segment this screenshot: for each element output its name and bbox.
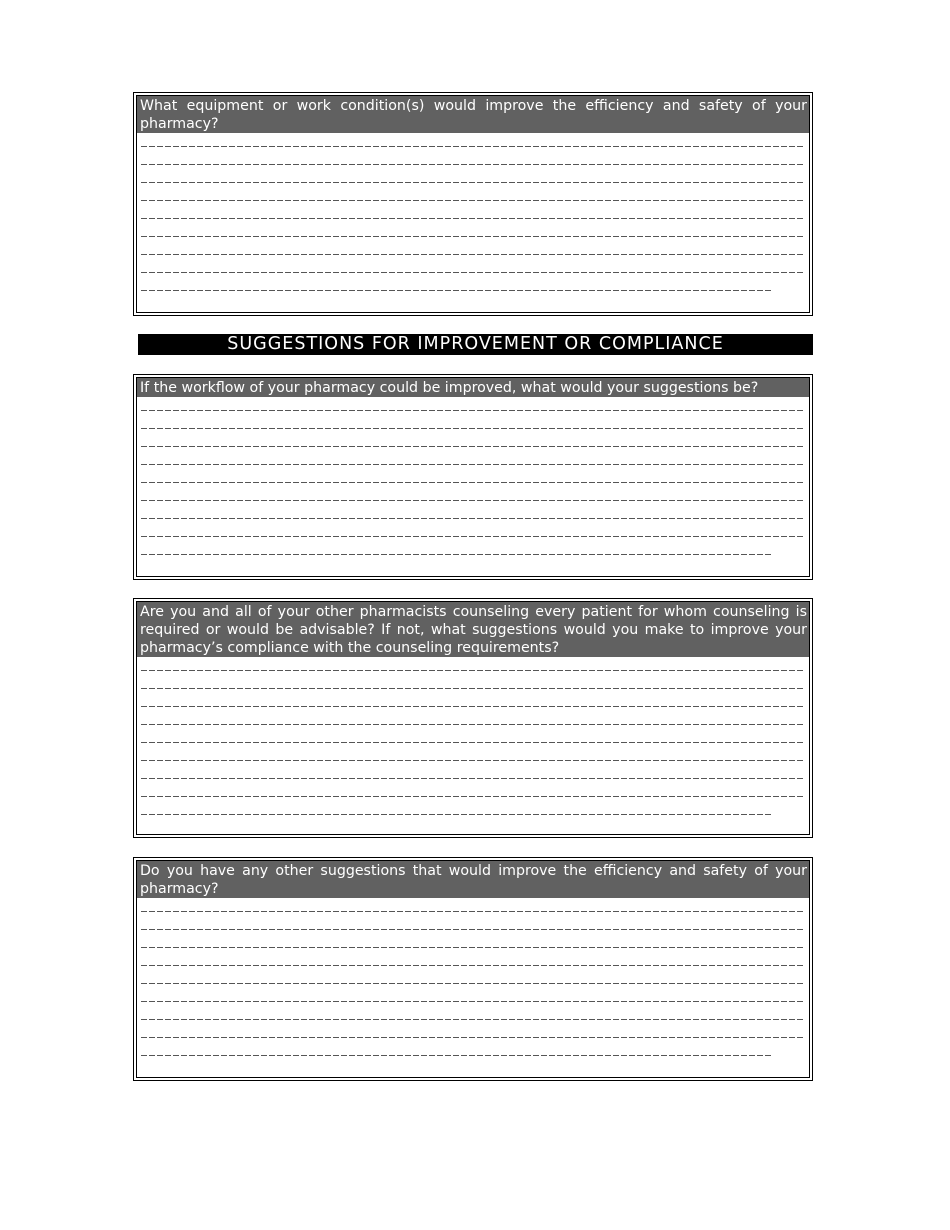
answer-line[interactable]: [140, 227, 809, 245]
question-text: What equipment or work condition(s) would improve the efficiency and safety of your pharmacy?: [137, 96, 809, 133]
question-box-other-suggestions: [133, 857, 813, 1081]
answer-line[interactable]: [140, 545, 809, 563]
question-box-workflow: [133, 374, 813, 580]
answer-line[interactable]: [140, 401, 809, 419]
answer-lines[interactable]: [137, 397, 809, 563]
answer-line[interactable]: [140, 437, 809, 455]
answer-line[interactable]: [140, 527, 809, 545]
question-box-counseling: [133, 598, 813, 838]
answer-line[interactable]: [140, 733, 809, 751]
answer-line[interactable]: [140, 974, 809, 992]
answer-line[interactable]: [140, 509, 809, 527]
answer-line[interactable]: [140, 769, 809, 787]
answer-line[interactable]: [140, 491, 809, 509]
answer-line[interactable]: [140, 173, 809, 191]
answer-line[interactable]: [140, 938, 809, 956]
answer-line[interactable]: [140, 455, 809, 473]
answer-line[interactable]: [140, 805, 809, 823]
answer-line[interactable]: [140, 1028, 809, 1046]
answer-line[interactable]: [140, 661, 809, 679]
answer-line[interactable]: [140, 902, 809, 920]
answer-line[interactable]: [140, 281, 809, 299]
answer-line[interactable]: [140, 956, 809, 974]
question-box-equipment: [133, 92, 813, 316]
answer-line[interactable]: [140, 1010, 809, 1028]
answer-lines[interactable]: [137, 133, 809, 299]
section-title: SUGGESTIONS FOR IMPROVEMENT OR COMPLIANCE: [138, 334, 813, 355]
answer-line[interactable]: [140, 191, 809, 209]
answer-line[interactable]: [140, 920, 809, 938]
answer-line[interactable]: [140, 263, 809, 281]
answer-line[interactable]: [140, 155, 809, 173]
question-text: If the workflow of your pharmacy could be improved, what would your suggestions be?: [137, 378, 809, 397]
answer-line[interactable]: [140, 209, 809, 227]
answer-line[interactable]: [140, 679, 809, 697]
answer-line[interactable]: [140, 473, 809, 491]
question-text: Are you and all of your other pharmacists counseling every patient for whom counseling is required or would be advisable? If not, what suggestions would you make to improve your pharmacy’s compliance with the counseling requirements?: [137, 602, 809, 657]
answer-line[interactable]: [140, 751, 809, 769]
answer-line[interactable]: [140, 992, 809, 1010]
answer-line[interactable]: [140, 715, 809, 733]
answer-line[interactable]: [140, 1046, 809, 1064]
answer-lines[interactable]: [137, 898, 809, 1064]
answer-line[interactable]: [140, 245, 809, 263]
answer-line[interactable]: [140, 697, 809, 715]
answer-line[interactable]: [140, 137, 809, 155]
answer-line[interactable]: [140, 787, 809, 805]
answer-lines[interactable]: [137, 657, 809, 823]
answer-line[interactable]: [140, 419, 809, 437]
question-text: Do you have any other suggestions that would improve the efficiency and safety of your pharmacy?: [137, 861, 809, 898]
